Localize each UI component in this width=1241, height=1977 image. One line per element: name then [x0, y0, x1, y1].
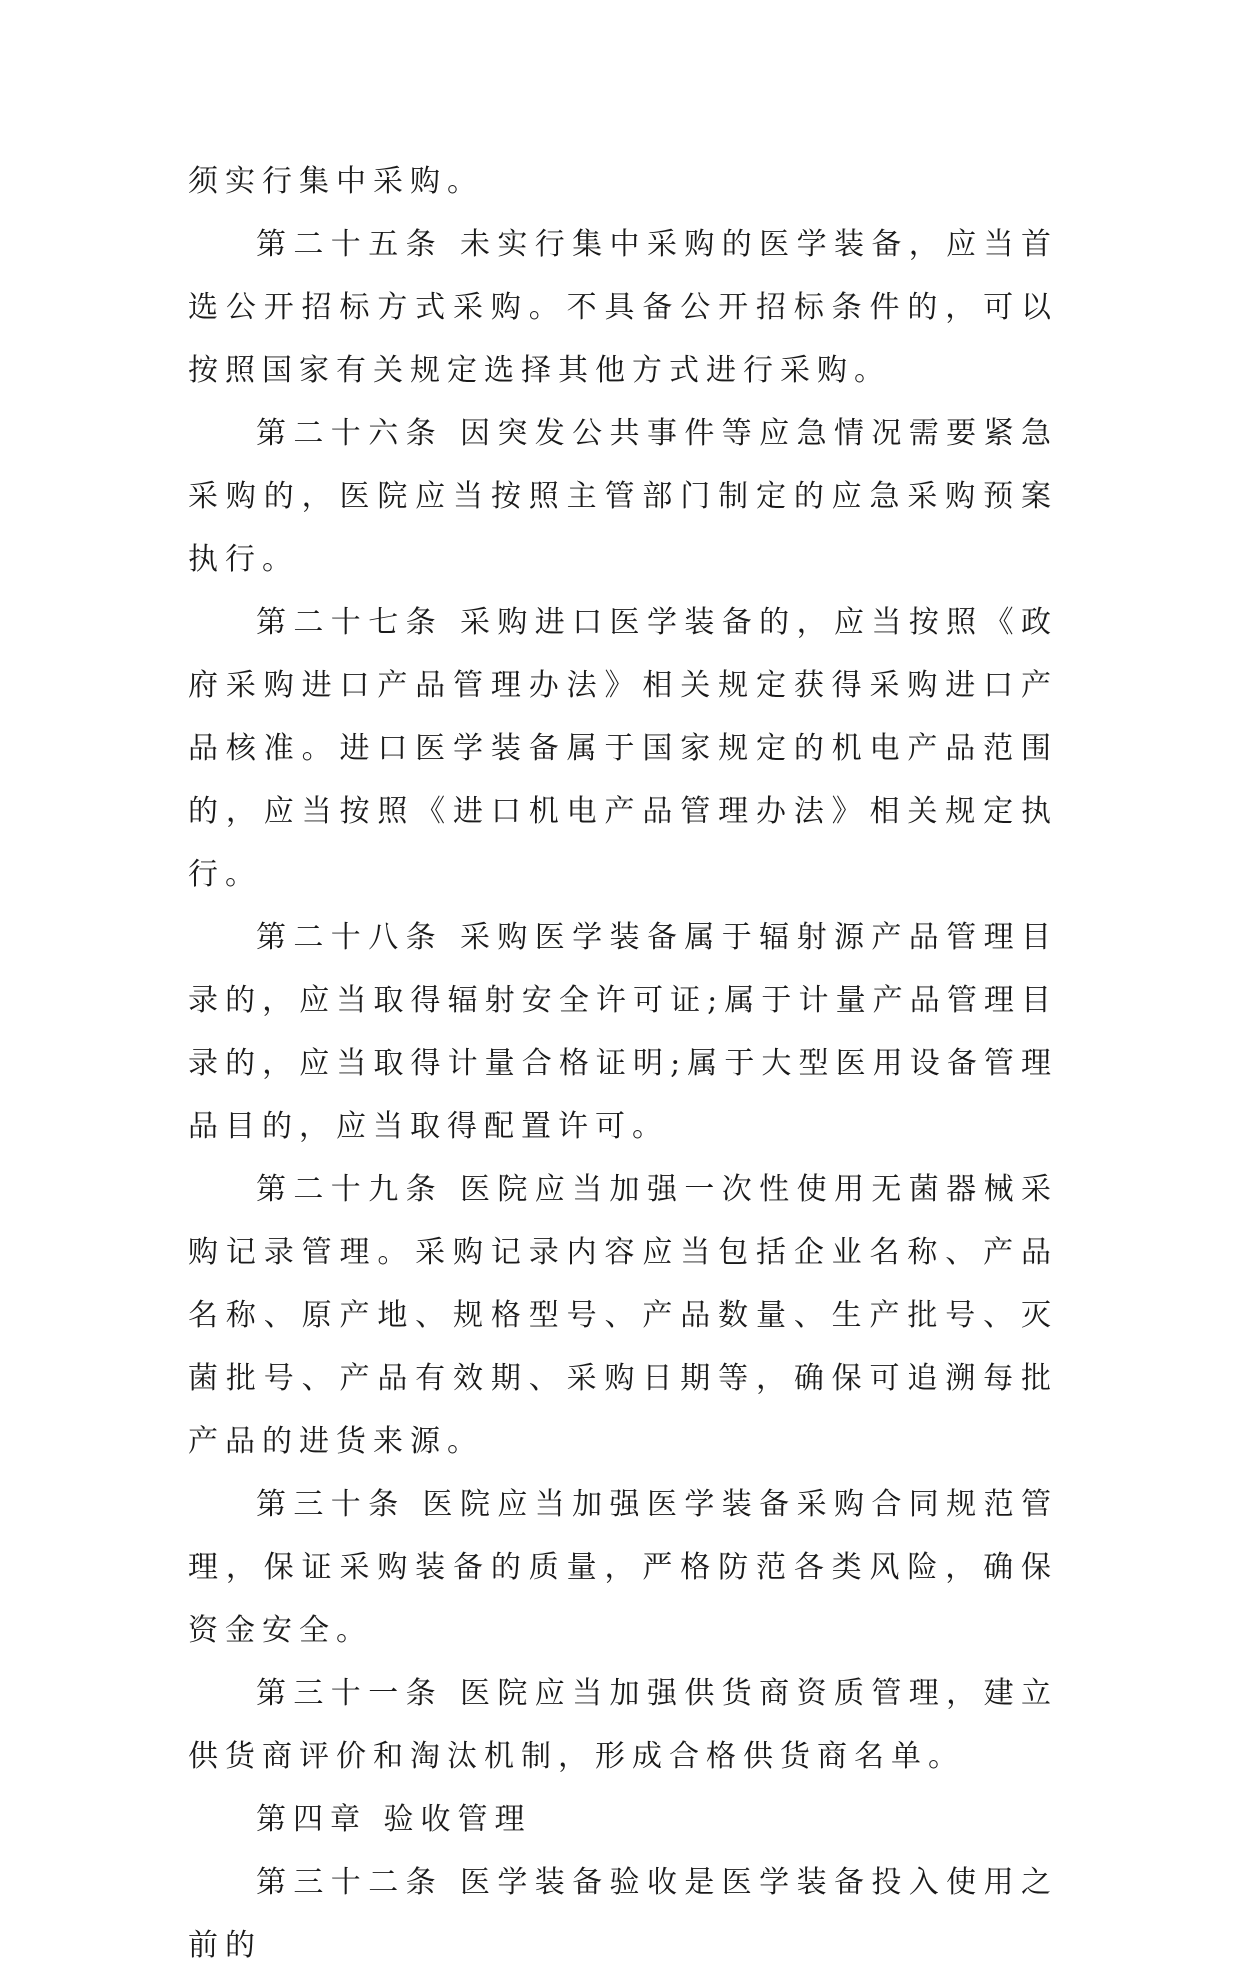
- paragraph-article-27: 第二十七条 采购进口医学装备的，应当按照《政府采购进口产品管理办法》相关规定获得采购进口产品核准。进口医学装备属于国家规定的机电产品范围的，应当按照《进口机电产品管理办法》相关规定执行。: [188, 605, 1058, 892]
- paragraph-article-28: 第二十八条 采购医学装备属于辐射源产品管理目录的，应当取得辐射安全许可证;属于计量产品管理目录的，应当取得计量合格证明;属于大型医用设备管理品目的，应当取得配置许可。: [188, 920, 1058, 1144]
- paragraph-article-31: 第三十一条 医院应当加强供货商资质管理，建立供货商评价和淘汰机制，形成合格供货商名单。: [188, 1676, 1058, 1774]
- document-body: [188, 150, 1058, 1977]
- paragraph-article-25: 第二十五条 未实行集中采购的医学装备，应当首选公开招标方式采购。不具备公开招标条件的，可以按照国家有关规定选择其他方式进行采购。: [188, 227, 1058, 388]
- paragraph-article-29: 第二十九条 医院应当加强一次性使用无菌器械采购记录管理。采购记录内容应当包括企业名称、产品名称、原产地、规格型号、产品数量、生产批号、灭菌批号、产品有效期、采购日期等，确保可追溯每批产品的进货来源。: [188, 1172, 1058, 1459]
- paragraph-article-32: 第三十二条 医学装备验收是医学装备投入使用之前的: [188, 1865, 1058, 1963]
- paragraph-article-26: 第二十六条 因突发公共事件等应急情况需要紧急采购的，医院应当按照主管部门制定的应急采购预案执行。: [188, 416, 1058, 577]
- chapter-heading: 第四章 验收管理: [256, 1802, 532, 1837]
- paragraph-continuation: 须实行集中采购。: [188, 164, 484, 199]
- paragraph-article-30: 第三十条 医院应当加强医学装备采购合同规范管理，保证采购装备的质量，严格防范各类风险，确保资金安全。: [188, 1487, 1058, 1648]
